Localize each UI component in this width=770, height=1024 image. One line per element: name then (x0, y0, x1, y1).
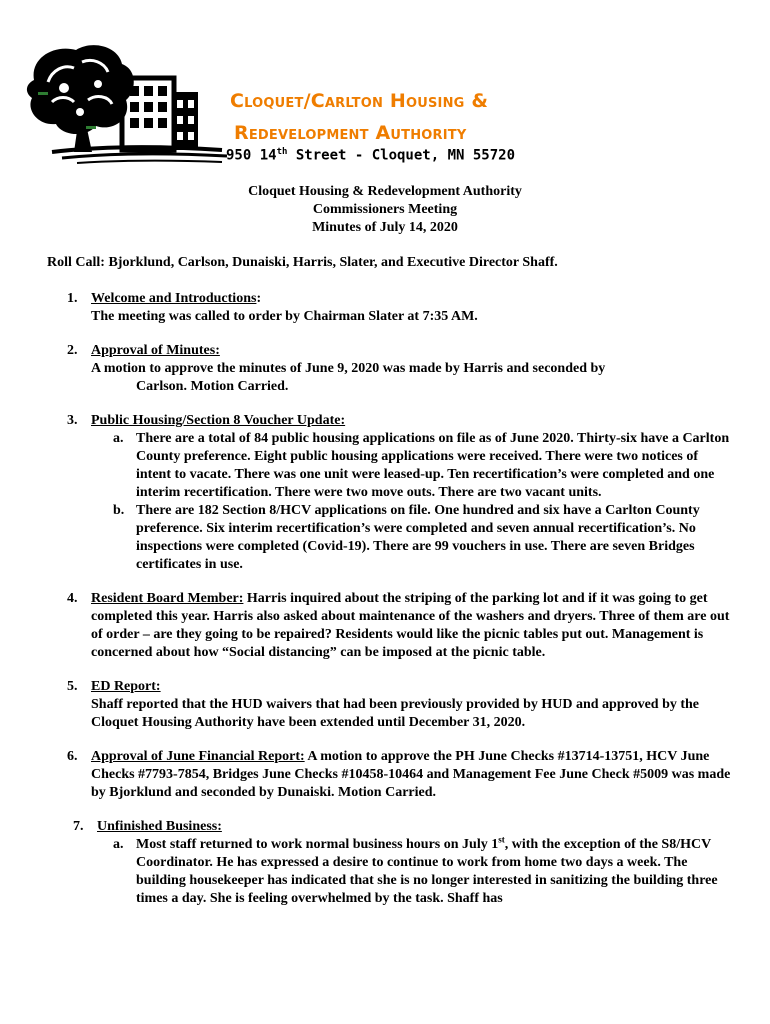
item-title: ED Report: (91, 679, 161, 694)
agenda-item-5: 5. ED Report: Shaff reported that the HUD waivers that had been previously provided by HUD and approved by the Cloquet Housing Authority have been extended until December 31, 2020. (0, 678, 770, 732)
meeting-header (0, 183, 770, 237)
organization-address: 950 14th Street - Cloquet, MN 55720 (226, 147, 515, 164)
agenda-item-4: 4. Resident Board Member: Harris inquired about the striping of the parking lot and if it was going to get completed this year. Harris also asked about maintenance of the washers and dryers. Three of them are out of order – are they going to be repaired? Residents would like the picnic tables put out. Management is concerned about how “Social distancing” can be imposed at the picnic table. (67, 591, 730, 660)
sub-item-b: b. There are 182 Section 8/HCV applications on file. One hundred and six have a Carlton County preference. Six interim recertification’s were completed and seven annual recertification’s. No inspections were completed (Covid-19). There are 99 vouchers in use. There are seven Bridges certificates in use. (113, 503, 700, 572)
building-icon (122, 78, 198, 150)
item-title: Approval of June Financial Report: (91, 749, 305, 764)
item-text: A motion to approve the minutes of June 9, 2020 was made by Harris and seconded by (91, 361, 606, 376)
roll-call: Roll Call: Bjorklund, Carlson, Dunaiski, Harris, Slater, and Executive Director Shaff. (47, 255, 558, 270)
item-title: Approval of Minutes: (91, 343, 220, 358)
org-name-line1: Cloquet/Carlton Housing & (230, 90, 489, 112)
item-text: A motion to approve the PH June Checks #13714-13751, HCV June Checks #7793-7854, Bridges June Checks #10458-10464 and Management Fee June Check #5009 was made by Bjorklund and seconded by Dunaiski. Motion Carried. (91, 749, 731, 800)
meeting-date: Minutes of July 14, 2020 (312, 220, 458, 235)
tree-building-logo (22, 40, 230, 165)
item-title: Public Housing/Section 8 Voucher Update: (91, 413, 346, 428)
item-text: Harris inquired about the striping of the parking lot and if it was going to get completed this year. Harris also asked about maintenance of the washers and dryers. Three of them are out of order – are they going to be repaired? Residents would like the picnic tables put out. Management is concerned about how “Social distancing” can be imposed at the picnic table. (91, 591, 730, 660)
agenda-item-7: 7. Unfinished Business: a. Most staff returned to work normal business hours on July 1st, with the exception of the S8/HCV Coordinator. He has expressed a desire to continue to work from home two days a week. The building housekeeper has indicated that she is no longer interested in sanitizing the building three times a day. She is feeling overwhelmed by the task. Shaff has (0, 818, 770, 908)
item-title: Resident Board Member: (91, 591, 244, 606)
item-text-cont: Carlson. Motion Carried. (136, 379, 289, 394)
org-name-line2: Redevelopment Authority (234, 122, 467, 144)
tree-icon (27, 45, 134, 152)
organization-name (230, 85, 488, 149)
agenda-item-1: 1. Welcome and Introductions: The meeting was called to order by Chairman Slater at 7:35 AM. (0, 290, 770, 326)
sub-item-a: a. Most staff returned to work normal business hours on July 1st, with the exception of the S8/HCV Coordinator. He has expressed a desire to continue to work from home two days a week. The building housekeeper has indicated that she is no longer interested in sanitizing the building three times a day. She is feeling overwhelmed by the task. Shaff has (113, 834, 718, 906)
sub-item-a: a. There are a total of 84 public housing applications on file as of June 2020. Thirty-six have a Carlton County preference. Eight public housing applications were received. There were two notices of intent to vacate. There was one unit were leased-up. Ten recertification’s were completed and one interim recertification. There were two move outs. There are two vacant units. (113, 431, 730, 500)
item-text: Shaff reported that the HUD waivers that had been previously provided by HUD and approved by the Cloquet Housing Authority have been extended until December 31, 2020. (91, 697, 700, 730)
agenda-item-3: 3. Public Housing/Section 8 Voucher Update: a. There are a total of 84 public housing applications on file as of June 2020. Thirty-six have a Carlton County preference. Eight public housing applications were received. There were two notices of intent to vacate. There was one unit were leased-up. Ten recertification’s were completed and one interim recertification. There were two move outs. There are two vacant units. b. There are 182 Section 8/HCV applications on file. One hundred and six have a Carlton County preference. Six interim recertification’s were completed and seven annual recertification’s. No inspections were completed (Covid-19). There are 99 vouchers in use. There are seven Bridges certificates in use. (0, 412, 770, 574)
item-title: Welcome and Introductions (91, 291, 257, 306)
meeting-org: Cloquet Housing & Redevelopment Authority (248, 184, 522, 199)
agenda-item-6: 6. Approval of June Financial Report: A motion to approve the PH June Checks #13714-13751, HCV June Checks #7793-7854, Bridges June Checks #10458-10464 and Management Fee June Check #5009 was made by Bjorklund and seconded by Dunaiski. Motion Carried. (67, 749, 731, 800)
agenda-item-2: 2. Approval of Minutes: A motion to approve the minutes of June 9, 2020 was made by Harris and seconded by Carlson. Motion Carried. (0, 342, 770, 396)
agenda-items (0, 290, 770, 908)
item-text: The meeting was called to order by Chairman Slater at 7:35 AM. (91, 309, 478, 324)
item-title: Unfinished Business: (97, 819, 222, 834)
meeting-type: Commissioners Meeting (312, 202, 458, 217)
